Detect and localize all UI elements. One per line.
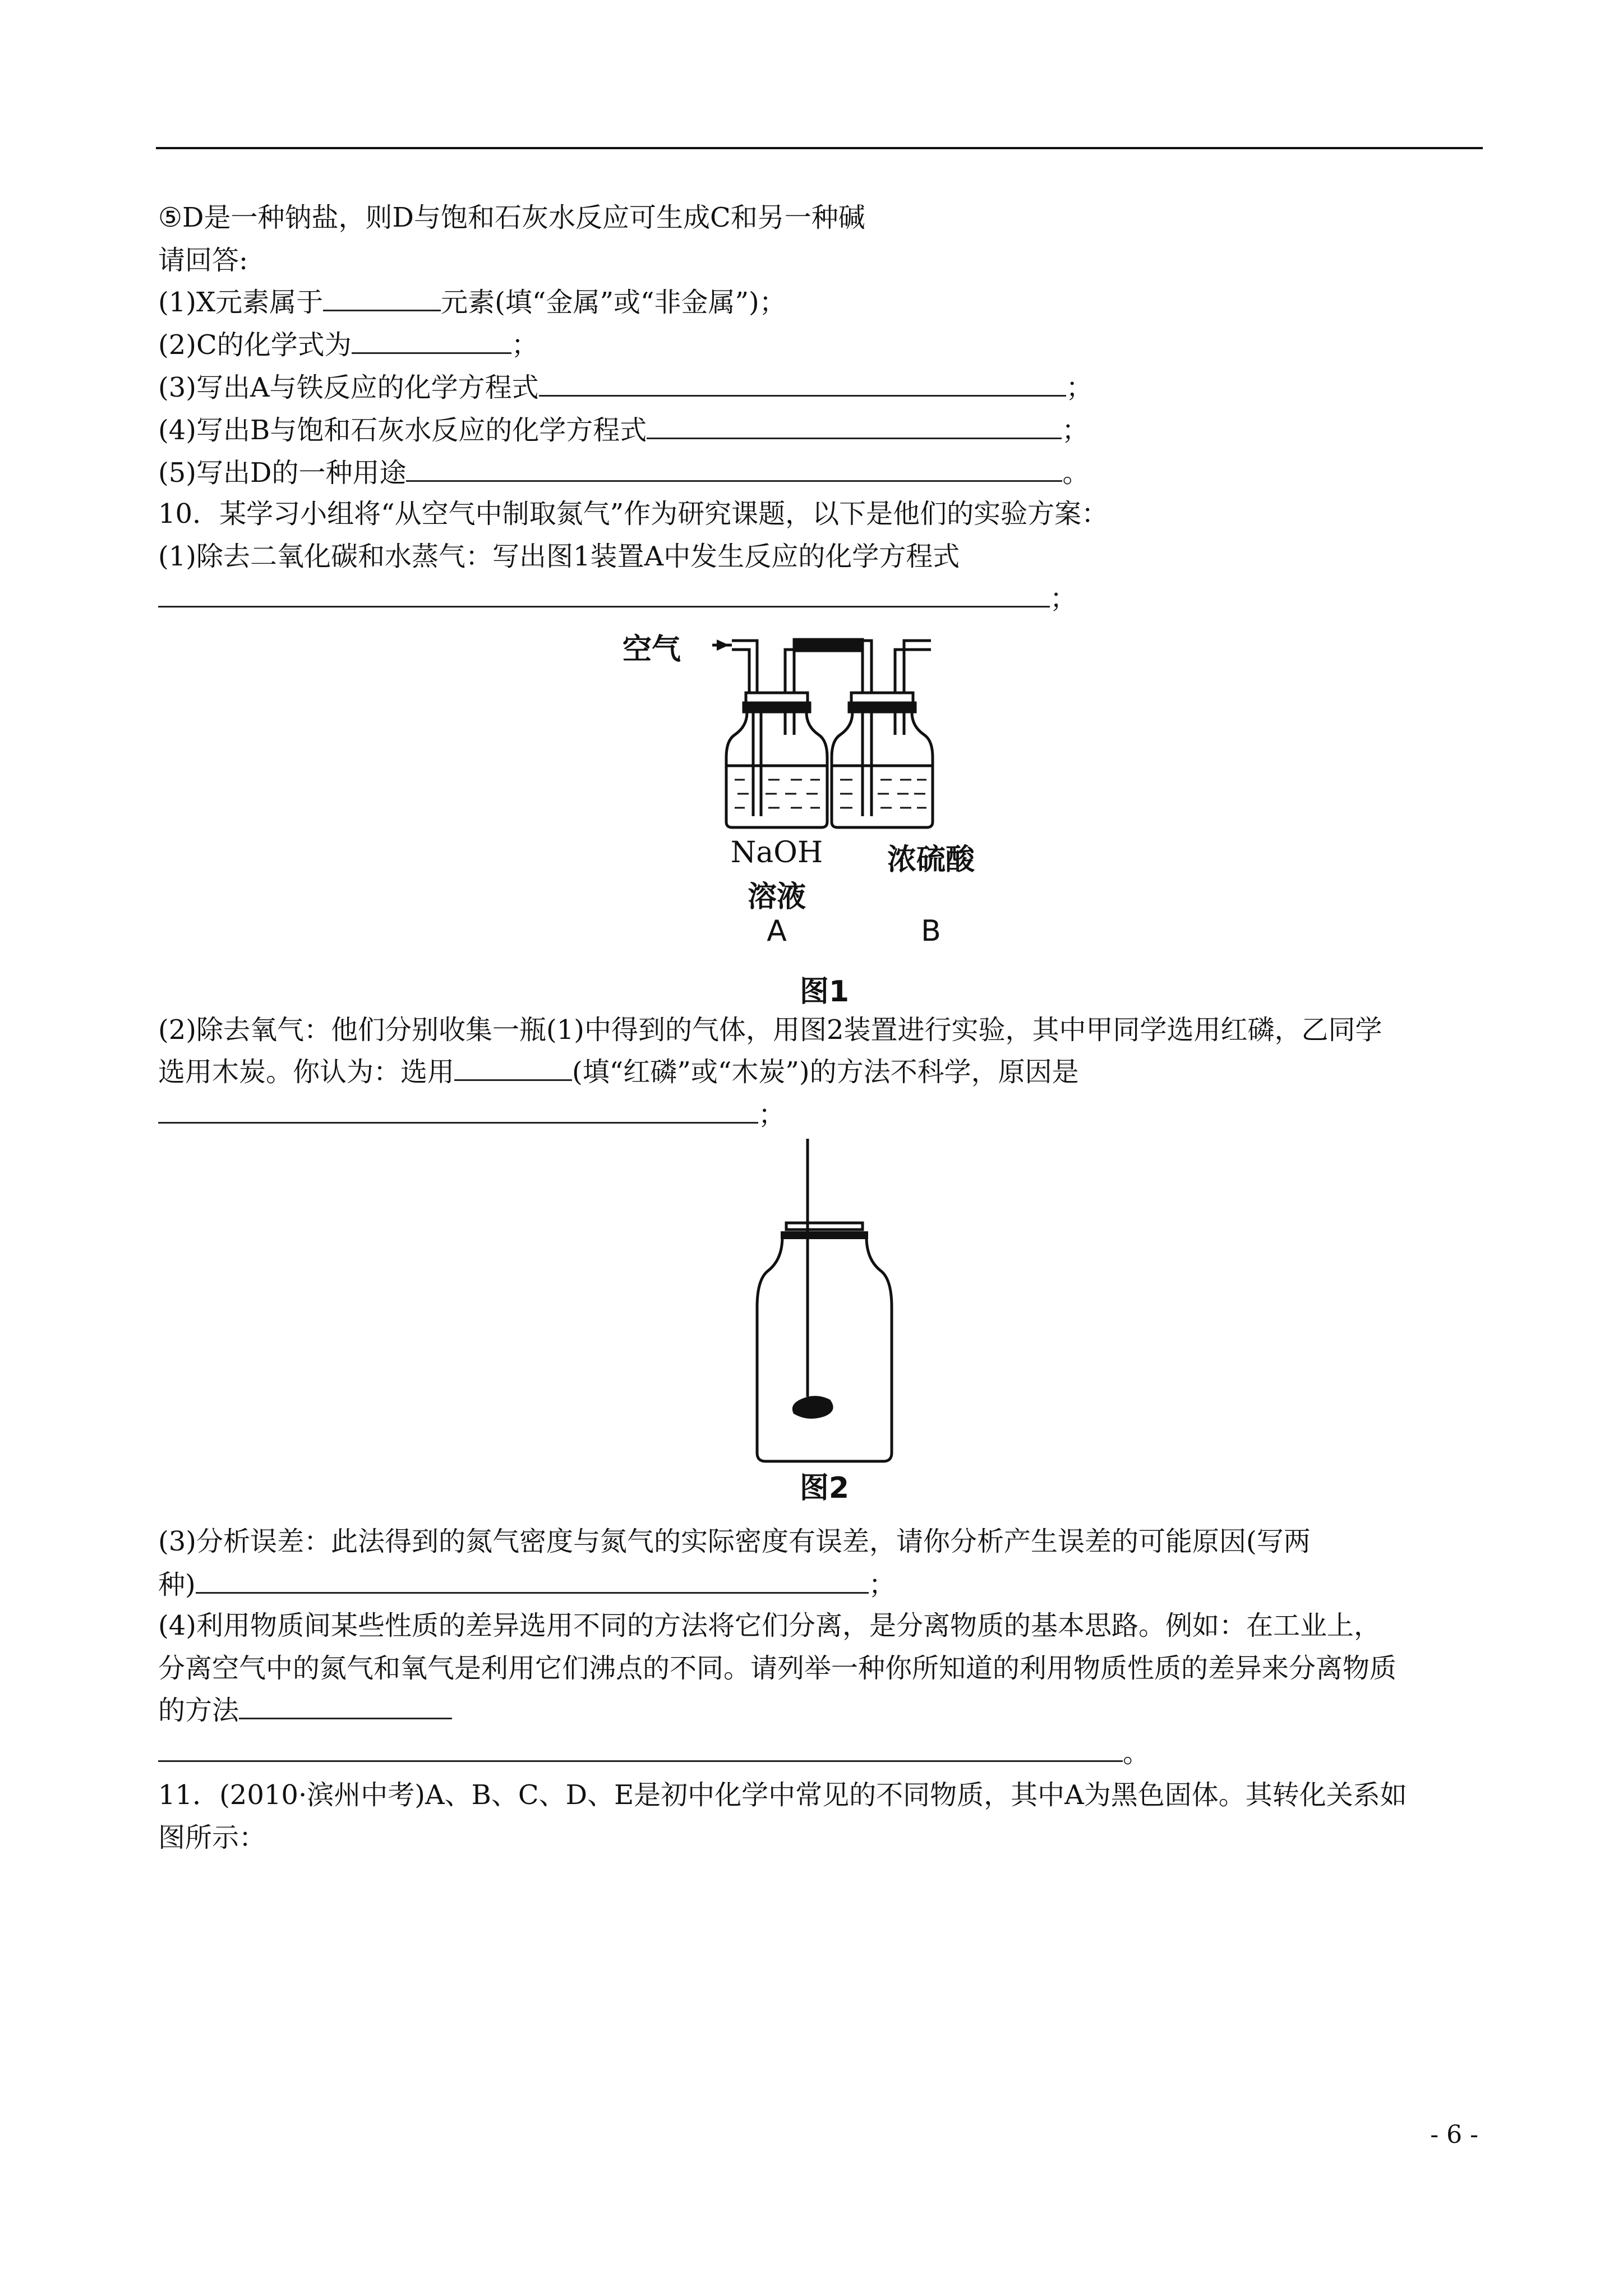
- text-line: (3)分析误差：此法得到的氮气密度与氮气的实际密度有误差，请你分析产生误差的可能原因(写两: [158, 1526, 1311, 1557]
- answer-blank[interactable]: [539, 370, 1066, 397]
- answer-blank[interactable]: [647, 413, 1062, 439]
- answer-blank[interactable]: [239, 1693, 452, 1719]
- text-line: 10．某学习小组将“从空气中制取氮气”作为研究课题，以下是他们的实验方案：: [158, 498, 1109, 530]
- question-1: (1)X元素属于 元素(填“金属”或“非金属”)；: [158, 285, 786, 319]
- text-line: 图所示：: [158, 1822, 266, 1853]
- answer-blank[interactable]: [352, 328, 511, 354]
- page-number: - 6 -: [1430, 2120, 1478, 2149]
- question-4: (4)写出B与饱和石灰水反应的化学方程式 ；: [158, 413, 1089, 447]
- bottle-a-label: NaOH: [730, 836, 823, 869]
- text-line: (1)除去二氧化碳和水蒸气：写出图1装置A中发生反应的化学方程式: [158, 541, 960, 572]
- bottle-a-letter: A: [767, 914, 787, 948]
- question-line: 种) ；: [158, 1567, 896, 1602]
- question-3: (3)写出A与铁反应的化学方程式 ；: [158, 370, 1093, 404]
- text-line: (4)利用物质间某些性质的差异选用不同的方法将它们分离，是分离物质的基本思路。例如：在工业上，: [158, 1610, 1381, 1641]
- answer-blank[interactable]: [196, 1567, 869, 1594]
- question-2: (2)C的化学式为 ；: [158, 328, 538, 362]
- text-line: 分离空气中的氮气和氧气是利用它们沸点的不同。请列举一种你所知道的利用物质性质的差异来分离物质: [158, 1653, 1397, 1684]
- text-line: 请回答:: [158, 245, 248, 276]
- question-line: 选用木炭。你认为：选用 (填“红磷”或“木炭”)的方法不科学，原因是: [158, 1055, 1079, 1089]
- bottle-b-label: 浓硫酸: [887, 843, 975, 877]
- answer-blank[interactable]: [454, 1055, 572, 1081]
- answer-blank[interactable]: [158, 1736, 1123, 1762]
- answer-blank[interactable]: [323, 285, 441, 311]
- answer-blank[interactable]: [406, 455, 1062, 482]
- text-line: (2)除去氧气：他们分别收集一瓶(1)中得到的气体，用图2装置进行实验，其中甲同学选用红磷，乙同学: [158, 1014, 1382, 1046]
- air-label: 空气: [623, 633, 681, 666]
- figure-1-caption: 图1: [799, 975, 850, 1009]
- question-line: 的方法: [158, 1693, 452, 1727]
- figure-2-apparatus: [740, 1139, 909, 1481]
- text-line: ⑤D是一种钠盐，则D与饱和石灰水反应可生成C和另一种碱: [158, 202, 865, 233]
- bottle-b-letter: B: [921, 914, 941, 948]
- header-rule: [156, 147, 1483, 149]
- answer-blank[interactable]: [158, 581, 1050, 608]
- question-5: (5)写出D的一种用途 。: [158, 455, 1090, 490]
- bottle-a-label: 溶液: [747, 880, 806, 914]
- answer-line: ；: [158, 581, 1077, 615]
- answer-line: 。: [158, 1736, 1150, 1770]
- figure-2-caption: 图2: [799, 1471, 850, 1505]
- answer-line: ；: [158, 1097, 785, 1131]
- answer-blank[interactable]: [158, 1097, 758, 1124]
- text-line: 11．(2010·滨州中考)A、B、C、D、E是初中化学中常见的不同物质，其中A为黑色固体。其转化关系如: [158, 1779, 1407, 1811]
